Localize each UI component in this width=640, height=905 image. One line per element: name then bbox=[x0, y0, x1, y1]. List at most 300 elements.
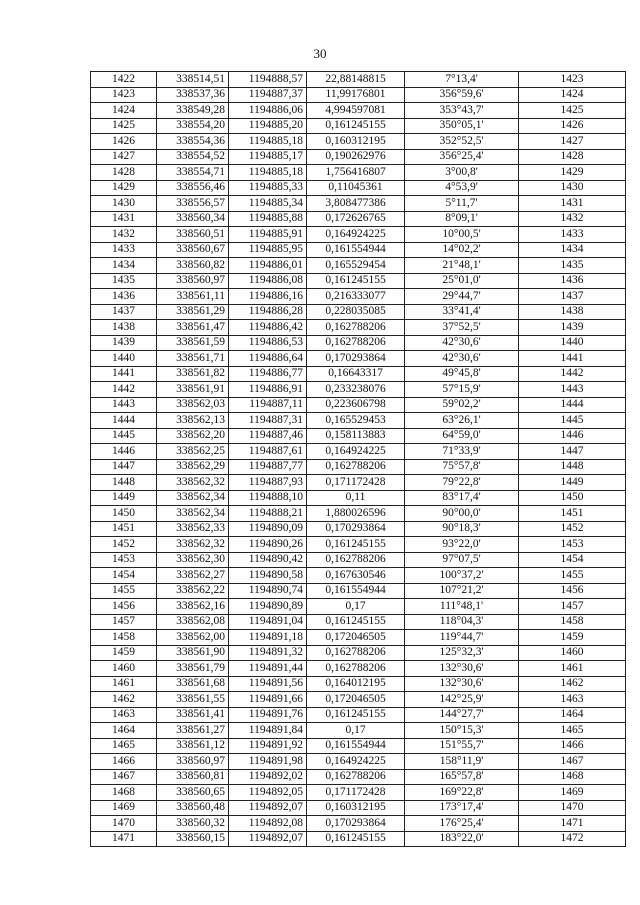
direction-angle-cell: 14°02,2' bbox=[405, 242, 519, 258]
point-number-cell: 1468 bbox=[91, 785, 157, 801]
segment-length-cell: 0,164924225 bbox=[307, 444, 405, 460]
direction-angle-cell: 3°00,8' bbox=[405, 165, 519, 181]
direction-angle-cell: 75°57,8' bbox=[405, 459, 519, 475]
segment-length-cell: 0,162788206 bbox=[307, 552, 405, 568]
point-number-cell: 1441 bbox=[91, 366, 157, 382]
point-number-cell: 1446 bbox=[91, 444, 157, 460]
segment-length-cell: 0,164924225 bbox=[307, 227, 405, 243]
direction-angle-cell: 42°30,6' bbox=[405, 351, 519, 367]
next-point-cell: 1452 bbox=[519, 521, 626, 537]
table-row bbox=[91, 552, 626, 568]
y-coordinate-cell: 1194890,58 bbox=[229, 568, 307, 584]
y-coordinate-cell: 1194885,91 bbox=[229, 227, 307, 243]
point-number-cell: 1459 bbox=[91, 645, 157, 661]
point-number-cell: 1449 bbox=[91, 490, 157, 506]
segment-length-cell: 0,165529453 bbox=[307, 413, 405, 429]
x-coordinate-cell: 338560,15 bbox=[157, 831, 229, 847]
x-coordinate-cell: 338562,34 bbox=[157, 490, 229, 506]
point-number-cell: 1456 bbox=[91, 599, 157, 615]
y-coordinate-cell: 1194891,92 bbox=[229, 738, 307, 754]
x-coordinate-cell: 338561,47 bbox=[157, 320, 229, 336]
segment-length-cell: 0,164924225 bbox=[307, 754, 405, 770]
x-coordinate-cell: 338561,12 bbox=[157, 738, 229, 754]
x-coordinate-cell: 338562,22 bbox=[157, 583, 229, 599]
y-coordinate-cell: 1194891,44 bbox=[229, 661, 307, 677]
y-coordinate-cell: 1194886,42 bbox=[229, 320, 307, 336]
next-point-cell: 1449 bbox=[519, 475, 626, 491]
next-point-cell: 1461 bbox=[519, 661, 626, 677]
table-row bbox=[91, 723, 626, 739]
table-row bbox=[91, 413, 626, 429]
x-coordinate-cell: 338561,68 bbox=[157, 676, 229, 692]
y-coordinate-cell: 1194885,17 bbox=[229, 149, 307, 165]
table-row bbox=[91, 227, 626, 243]
y-coordinate-cell: 1194890,09 bbox=[229, 521, 307, 537]
direction-angle-cell: 132°30,6' bbox=[405, 661, 519, 677]
x-coordinate-cell: 338562,27 bbox=[157, 568, 229, 584]
segment-length-cell: 0,161245155 bbox=[307, 273, 405, 289]
next-point-cell: 1443 bbox=[519, 382, 626, 398]
next-point-cell: 1441 bbox=[519, 351, 626, 367]
y-coordinate-cell: 1194885,18 bbox=[229, 165, 307, 181]
y-coordinate-cell: 1194887,93 bbox=[229, 475, 307, 491]
x-coordinate-cell: 338562,30 bbox=[157, 552, 229, 568]
next-point-cell: 1465 bbox=[519, 723, 626, 739]
y-coordinate-cell: 1194886,16 bbox=[229, 289, 307, 305]
table-row bbox=[91, 459, 626, 475]
next-point-cell: 1450 bbox=[519, 490, 626, 506]
point-number-cell: 1447 bbox=[91, 459, 157, 475]
next-point-cell: 1428 bbox=[519, 149, 626, 165]
y-coordinate-cell: 1194888,57 bbox=[229, 72, 307, 88]
table-row bbox=[91, 599, 626, 615]
next-point-cell: 1430 bbox=[519, 180, 626, 196]
point-number-cell: 1422 bbox=[91, 72, 157, 88]
direction-angle-cell: 107°21,2' bbox=[405, 583, 519, 599]
segment-length-cell: 0,164012195 bbox=[307, 676, 405, 692]
y-coordinate-cell: 1194886,06 bbox=[229, 103, 307, 119]
table-row bbox=[91, 645, 626, 661]
x-coordinate-cell: 338560,51 bbox=[157, 227, 229, 243]
y-coordinate-cell: 1194892,07 bbox=[229, 831, 307, 847]
segment-length-cell: 0,160312195 bbox=[307, 800, 405, 816]
x-coordinate-cell: 338561,27 bbox=[157, 723, 229, 739]
table-row bbox=[91, 242, 626, 258]
page-number: 30 bbox=[313, 46, 327, 61]
point-number-cell: 1458 bbox=[91, 630, 157, 646]
point-number-cell: 1463 bbox=[91, 707, 157, 723]
segment-length-cell: 0,170293864 bbox=[307, 521, 405, 537]
x-coordinate-cell: 338562,08 bbox=[157, 614, 229, 630]
next-point-cell: 1432 bbox=[519, 211, 626, 227]
y-coordinate-cell: 1194887,46 bbox=[229, 428, 307, 444]
next-point-cell: 1460 bbox=[519, 645, 626, 661]
table-row bbox=[91, 351, 626, 367]
direction-angle-cell: 119°44,7' bbox=[405, 630, 519, 646]
point-number-cell: 1442 bbox=[91, 382, 157, 398]
next-point-cell: 1451 bbox=[519, 506, 626, 522]
y-coordinate-cell: 1194886,28 bbox=[229, 304, 307, 320]
table-row bbox=[91, 707, 626, 723]
direction-angle-cell: 29°44,7' bbox=[405, 289, 519, 305]
y-coordinate-cell: 1194885,34 bbox=[229, 196, 307, 212]
table-row bbox=[91, 800, 626, 816]
y-coordinate-cell: 1194886,01 bbox=[229, 258, 307, 274]
x-coordinate-cell: 338562,33 bbox=[157, 521, 229, 537]
next-point-cell: 1439 bbox=[519, 320, 626, 336]
segment-length-cell: 0,190262976 bbox=[307, 149, 405, 165]
next-point-cell: 1427 bbox=[519, 134, 626, 150]
table-row bbox=[91, 103, 626, 119]
direction-angle-cell: 7°13,4' bbox=[405, 72, 519, 88]
x-coordinate-cell: 338560,34 bbox=[157, 211, 229, 227]
segment-length-cell: 0,161245155 bbox=[307, 118, 405, 134]
segment-length-cell: 0,17 bbox=[307, 723, 405, 739]
direction-angle-cell: 21°48,1' bbox=[405, 258, 519, 274]
point-number-cell: 1461 bbox=[91, 676, 157, 692]
y-coordinate-cell: 1194892,07 bbox=[229, 800, 307, 816]
direction-angle-cell: 57°15,9' bbox=[405, 382, 519, 398]
segment-length-cell: 0,162788206 bbox=[307, 645, 405, 661]
x-coordinate-cell: 338560,97 bbox=[157, 273, 229, 289]
segment-length-cell: 0,161245155 bbox=[307, 831, 405, 847]
table-row bbox=[91, 490, 626, 506]
x-coordinate-cell: 338561,55 bbox=[157, 692, 229, 708]
y-coordinate-cell: 1194887,77 bbox=[229, 459, 307, 475]
coordinates-table bbox=[90, 71, 626, 847]
y-coordinate-cell: 1194891,66 bbox=[229, 692, 307, 708]
direction-angle-cell: 71°33,9' bbox=[405, 444, 519, 460]
segment-length-cell: 0,162788206 bbox=[307, 769, 405, 785]
next-point-cell: 1431 bbox=[519, 196, 626, 212]
direction-angle-cell: 169°22,8' bbox=[405, 785, 519, 801]
direction-angle-cell: 165°57,8' bbox=[405, 769, 519, 785]
x-coordinate-cell: 338549,28 bbox=[157, 103, 229, 119]
table-row bbox=[91, 72, 626, 88]
next-point-cell: 1436 bbox=[519, 273, 626, 289]
x-coordinate-cell: 338554,52 bbox=[157, 149, 229, 165]
y-coordinate-cell: 1194891,04 bbox=[229, 614, 307, 630]
segment-length-cell: 1,756416807 bbox=[307, 165, 405, 181]
table-row bbox=[91, 211, 626, 227]
table-row bbox=[91, 335, 626, 351]
direction-angle-cell: 173°17,4' bbox=[405, 800, 519, 816]
direction-angle-cell: 63°26,1' bbox=[405, 413, 519, 429]
next-point-cell: 1455 bbox=[519, 568, 626, 584]
direction-angle-cell: 5°11,7' bbox=[405, 196, 519, 212]
point-number-cell: 1437 bbox=[91, 304, 157, 320]
table-row bbox=[91, 118, 626, 134]
direction-angle-cell: 111°48,1' bbox=[405, 599, 519, 615]
x-coordinate-cell: 338554,36 bbox=[157, 134, 229, 150]
segment-length-cell: 3,808477386 bbox=[307, 196, 405, 212]
table-row bbox=[91, 382, 626, 398]
segment-length-cell: 0,162788206 bbox=[307, 459, 405, 475]
segment-length-cell: 22,88148815 bbox=[307, 72, 405, 88]
y-coordinate-cell: 1194887,37 bbox=[229, 87, 307, 103]
segment-length-cell: 0,161554944 bbox=[307, 583, 405, 599]
x-coordinate-cell: 338562,03 bbox=[157, 397, 229, 413]
segment-length-cell: 0,162788206 bbox=[307, 335, 405, 351]
point-number-cell: 1457 bbox=[91, 614, 157, 630]
next-point-cell: 1468 bbox=[519, 769, 626, 785]
x-coordinate-cell: 338562,25 bbox=[157, 444, 229, 460]
table-row bbox=[91, 320, 626, 336]
x-coordinate-cell: 338561,59 bbox=[157, 335, 229, 351]
direction-angle-cell: 49°45,8' bbox=[405, 366, 519, 382]
segment-length-cell: 0,161554944 bbox=[307, 242, 405, 258]
y-coordinate-cell: 1194891,56 bbox=[229, 676, 307, 692]
direction-angle-cell: 97°07,5' bbox=[405, 552, 519, 568]
point-number-cell: 1439 bbox=[91, 335, 157, 351]
point-number-cell: 1430 bbox=[91, 196, 157, 212]
point-number-cell: 1423 bbox=[91, 87, 157, 103]
point-number-cell: 1445 bbox=[91, 428, 157, 444]
x-coordinate-cell: 338560,97 bbox=[157, 754, 229, 770]
segment-length-cell: 0,17 bbox=[307, 599, 405, 615]
x-coordinate-cell: 338561,79 bbox=[157, 661, 229, 677]
segment-length-cell: 0,161554944 bbox=[307, 738, 405, 754]
direction-angle-cell: 132°30,6' bbox=[405, 676, 519, 692]
y-coordinate-cell: 1194885,20 bbox=[229, 118, 307, 134]
y-coordinate-cell: 1194888,10 bbox=[229, 490, 307, 506]
table-row bbox=[91, 614, 626, 630]
x-coordinate-cell: 338561,82 bbox=[157, 366, 229, 382]
x-coordinate-cell: 338562,16 bbox=[157, 599, 229, 615]
x-coordinate-cell: 338556,46 bbox=[157, 180, 229, 196]
segment-length-cell: 0,158113883 bbox=[307, 428, 405, 444]
next-point-cell: 1459 bbox=[519, 630, 626, 646]
point-number-cell: 1432 bbox=[91, 227, 157, 243]
x-coordinate-cell: 338561,90 bbox=[157, 645, 229, 661]
next-point-cell: 1445 bbox=[519, 413, 626, 429]
x-coordinate-cell: 338562,13 bbox=[157, 413, 229, 429]
table-row bbox=[91, 134, 626, 150]
next-point-cell: 1440 bbox=[519, 335, 626, 351]
x-coordinate-cell: 338561,41 bbox=[157, 707, 229, 723]
table-row bbox=[91, 273, 626, 289]
x-coordinate-cell: 338561,91 bbox=[157, 382, 229, 398]
x-coordinate-cell: 338537,36 bbox=[157, 87, 229, 103]
point-number-cell: 1434 bbox=[91, 258, 157, 274]
next-point-cell: 1424 bbox=[519, 87, 626, 103]
y-coordinate-cell: 1194891,84 bbox=[229, 723, 307, 739]
table-row bbox=[91, 785, 626, 801]
x-coordinate-cell: 338562,32 bbox=[157, 537, 229, 553]
direction-angle-cell: 356°59,6' bbox=[405, 87, 519, 103]
direction-angle-cell: 64°59,0' bbox=[405, 428, 519, 444]
point-number-cell: 1452 bbox=[91, 537, 157, 553]
table-row bbox=[91, 87, 626, 103]
table-row bbox=[91, 661, 626, 677]
next-point-cell: 1429 bbox=[519, 165, 626, 181]
direction-angle-cell: 100°37,2' bbox=[405, 568, 519, 584]
table-row bbox=[91, 165, 626, 181]
segment-length-cell: 0,172626765 bbox=[307, 211, 405, 227]
x-coordinate-cell: 338561,11 bbox=[157, 289, 229, 305]
y-coordinate-cell: 1194890,74 bbox=[229, 583, 307, 599]
direction-angle-cell: 79°22,8' bbox=[405, 475, 519, 491]
next-point-cell: 1435 bbox=[519, 258, 626, 274]
direction-angle-cell: 158°11,9' bbox=[405, 754, 519, 770]
next-point-cell: 1457 bbox=[519, 599, 626, 615]
y-coordinate-cell: 1194887,31 bbox=[229, 413, 307, 429]
segment-length-cell: 11,99176801 bbox=[307, 87, 405, 103]
direction-angle-cell: 90°18,3' bbox=[405, 521, 519, 537]
next-point-cell: 1454 bbox=[519, 552, 626, 568]
direction-angle-cell: 350°05,1' bbox=[405, 118, 519, 134]
direction-angle-cell: 176°25,4' bbox=[405, 816, 519, 832]
point-number-cell: 1429 bbox=[91, 180, 157, 196]
next-point-cell: 1438 bbox=[519, 304, 626, 320]
x-coordinate-cell: 338554,71 bbox=[157, 165, 229, 181]
x-coordinate-cell: 338560,48 bbox=[157, 800, 229, 816]
y-coordinate-cell: 1194892,08 bbox=[229, 816, 307, 832]
table-row bbox=[91, 816, 626, 832]
next-point-cell: 1467 bbox=[519, 754, 626, 770]
point-number-cell: 1426 bbox=[91, 134, 157, 150]
next-point-cell: 1471 bbox=[519, 816, 626, 832]
segment-length-cell: 0,216333077 bbox=[307, 289, 405, 305]
table-row bbox=[91, 304, 626, 320]
table-row bbox=[91, 506, 626, 522]
direction-angle-cell: 151°55,7' bbox=[405, 738, 519, 754]
table-row bbox=[91, 475, 626, 491]
y-coordinate-cell: 1194890,42 bbox=[229, 552, 307, 568]
segment-length-cell: 0,161245155 bbox=[307, 614, 405, 630]
x-coordinate-cell: 338560,67 bbox=[157, 242, 229, 258]
point-number-cell: 1460 bbox=[91, 661, 157, 677]
y-coordinate-cell: 1194888,21 bbox=[229, 506, 307, 522]
next-point-cell: 1464 bbox=[519, 707, 626, 723]
direction-angle-cell: 42°30,6' bbox=[405, 335, 519, 351]
segment-length-cell: 1,880026596 bbox=[307, 506, 405, 522]
point-number-cell: 1438 bbox=[91, 320, 157, 336]
point-number-cell: 1448 bbox=[91, 475, 157, 491]
x-coordinate-cell: 338514,51 bbox=[157, 72, 229, 88]
point-number-cell: 1443 bbox=[91, 397, 157, 413]
x-coordinate-cell: 338554,20 bbox=[157, 118, 229, 134]
point-number-cell: 1465 bbox=[91, 738, 157, 754]
y-coordinate-cell: 1194890,26 bbox=[229, 537, 307, 553]
y-coordinate-cell: 1194885,33 bbox=[229, 180, 307, 196]
next-point-cell: 1469 bbox=[519, 785, 626, 801]
table-row bbox=[91, 537, 626, 553]
x-coordinate-cell: 338562,00 bbox=[157, 630, 229, 646]
direction-angle-cell: 183°22,0' bbox=[405, 831, 519, 847]
next-point-cell: 1458 bbox=[519, 614, 626, 630]
direction-angle-cell: 90°00,0' bbox=[405, 506, 519, 522]
point-number-cell: 1451 bbox=[91, 521, 157, 537]
table-row bbox=[91, 397, 626, 413]
x-coordinate-cell: 338562,29 bbox=[157, 459, 229, 475]
next-point-cell: 1444 bbox=[519, 397, 626, 413]
point-number-cell: 1431 bbox=[91, 211, 157, 227]
next-point-cell: 1426 bbox=[519, 118, 626, 134]
segment-length-cell: 0,223606798 bbox=[307, 397, 405, 413]
direction-angle-cell: 33°41,4' bbox=[405, 304, 519, 320]
next-point-cell: 1462 bbox=[519, 676, 626, 692]
direction-angle-cell: 37°52,5' bbox=[405, 320, 519, 336]
y-coordinate-cell: 1194892,02 bbox=[229, 769, 307, 785]
table-row bbox=[91, 692, 626, 708]
point-number-cell: 1471 bbox=[91, 831, 157, 847]
direction-angle-cell: 356°25,4' bbox=[405, 149, 519, 165]
point-number-cell: 1427 bbox=[91, 149, 157, 165]
point-number-cell: 1453 bbox=[91, 552, 157, 568]
y-coordinate-cell: 1194887,11 bbox=[229, 397, 307, 413]
table-row bbox=[91, 676, 626, 692]
table-row bbox=[91, 831, 626, 847]
table-row bbox=[91, 738, 626, 754]
segment-length-cell: 0,162788206 bbox=[307, 661, 405, 677]
y-coordinate-cell: 1194887,61 bbox=[229, 444, 307, 460]
point-number-cell: 1450 bbox=[91, 506, 157, 522]
x-coordinate-cell: 338560,81 bbox=[157, 769, 229, 785]
next-point-cell: 1442 bbox=[519, 366, 626, 382]
segment-length-cell: 0,171172428 bbox=[307, 785, 405, 801]
next-point-cell: 1434 bbox=[519, 242, 626, 258]
table-row bbox=[91, 568, 626, 584]
point-number-cell: 1454 bbox=[91, 568, 157, 584]
table-row bbox=[91, 366, 626, 382]
x-coordinate-cell: 338556,57 bbox=[157, 196, 229, 212]
y-coordinate-cell: 1194891,76 bbox=[229, 707, 307, 723]
segment-length-cell: 0,233238076 bbox=[307, 382, 405, 398]
direction-angle-cell: 83°17,4' bbox=[405, 490, 519, 506]
segment-length-cell: 0,11045361 bbox=[307, 180, 405, 196]
segment-length-cell: 0,160312195 bbox=[307, 134, 405, 150]
y-coordinate-cell: 1194890,89 bbox=[229, 599, 307, 615]
table-row bbox=[91, 196, 626, 212]
next-point-cell: 1472 bbox=[519, 831, 626, 847]
next-point-cell: 1466 bbox=[519, 738, 626, 754]
direction-angle-cell: 150°15,3' bbox=[405, 723, 519, 739]
y-coordinate-cell: 1194886,53 bbox=[229, 335, 307, 351]
table-row bbox=[91, 289, 626, 305]
x-coordinate-cell: 338561,29 bbox=[157, 304, 229, 320]
point-number-cell: 1436 bbox=[91, 289, 157, 305]
x-coordinate-cell: 338562,20 bbox=[157, 428, 229, 444]
direction-angle-cell: 93°22,0' bbox=[405, 537, 519, 553]
point-number-cell: 1470 bbox=[91, 816, 157, 832]
next-point-cell: 1446 bbox=[519, 428, 626, 444]
segment-length-cell: 0,165529454 bbox=[307, 258, 405, 274]
point-number-cell: 1424 bbox=[91, 103, 157, 119]
next-point-cell: 1447 bbox=[519, 444, 626, 460]
y-coordinate-cell: 1194886,64 bbox=[229, 351, 307, 367]
segment-length-cell: 0,172046505 bbox=[307, 692, 405, 708]
direction-angle-cell: 144°27,7' bbox=[405, 707, 519, 723]
segment-length-cell: 0,162788206 bbox=[307, 320, 405, 336]
segment-length-cell: 0,161245155 bbox=[307, 537, 405, 553]
y-coordinate-cell: 1194891,32 bbox=[229, 645, 307, 661]
y-coordinate-cell: 1194885,95 bbox=[229, 242, 307, 258]
direction-angle-cell: 10°00,5' bbox=[405, 227, 519, 243]
direction-angle-cell: 118°04,3' bbox=[405, 614, 519, 630]
segment-length-cell: 4,994597081 bbox=[307, 103, 405, 119]
y-coordinate-cell: 1194885,88 bbox=[229, 211, 307, 227]
point-number-cell: 1469 bbox=[91, 800, 157, 816]
point-number-cell: 1425 bbox=[91, 118, 157, 134]
direction-angle-cell: 352°52,5' bbox=[405, 134, 519, 150]
segment-length-cell: 0,11 bbox=[307, 490, 405, 506]
next-point-cell: 1437 bbox=[519, 289, 626, 305]
direction-angle-cell: 4°53,9' bbox=[405, 180, 519, 196]
table-row bbox=[91, 258, 626, 274]
table-row bbox=[91, 180, 626, 196]
next-point-cell: 1453 bbox=[519, 537, 626, 553]
